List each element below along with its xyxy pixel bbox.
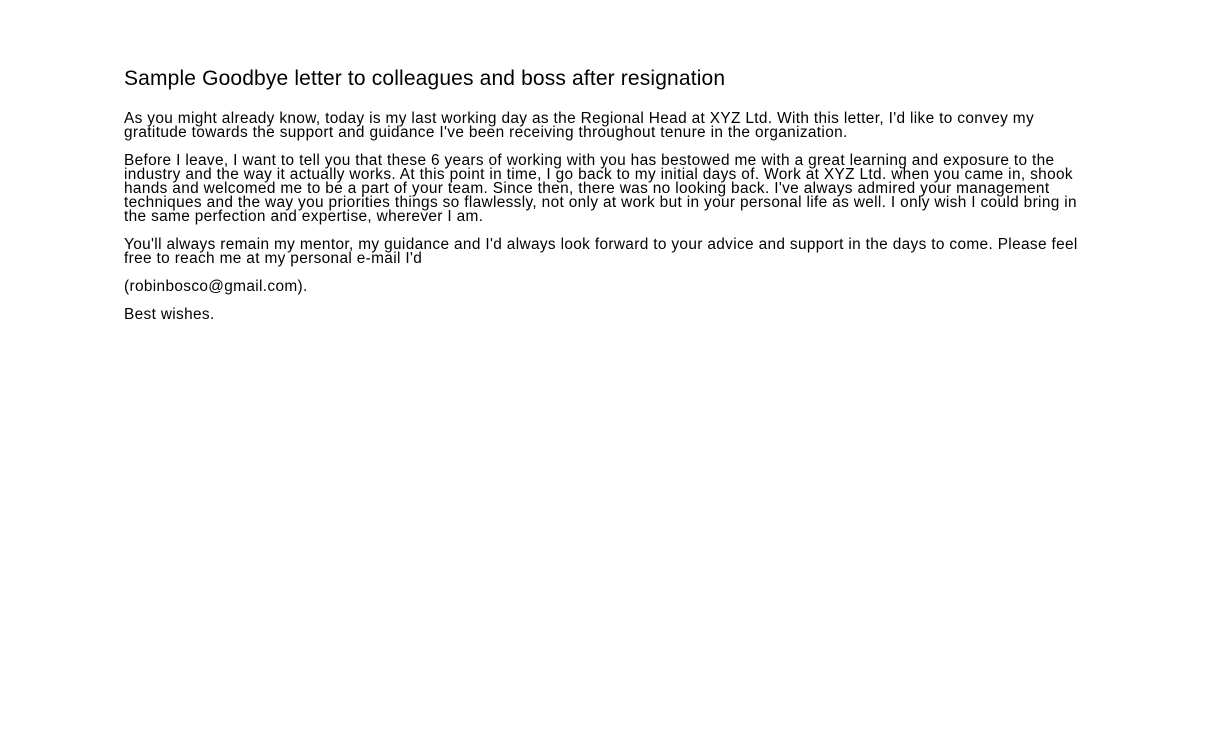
- letter-document: [124, 66, 1084, 336]
- paragraph-mentor: You'll always remain my mentor, my guidance and I'd always look forward to your advice and support in the days to come. Please feel free to reach me at my personal e-mail I'd: [124, 236, 1078, 267]
- paragraph-intro: As you might already know, today is my last working day as the Regional Head at XYZ Ltd. With this letter, I'd like to convey my gratitude towards the support and guidance I've been receiving throughout tenure in the organization.: [124, 110, 1035, 141]
- paragraph-signoff: Best wishes.: [124, 306, 215, 323]
- paragraph-reflection: Before I leave, I want to tell you that these 6 years of working with you has bestowed me with a great learning and exposure to the industry and the way it actually works. At this point in time, I go back to my initial days of. Work at XYZ Ltd. when you came in, shook hands and welcomed me to be a part of your team. Since then, there was no looking back. I've always admired your management techniques and the way you priorities things so flawlessly, not only at work but in your personal life as well. I only wish I could bring in the same perfection and expertise, wherever I am.: [124, 152, 1077, 225]
- paragraph-email: (robinbosco@gmail.com).: [124, 278, 308, 295]
- document-title: Sample Goodbye letter to colleagues and boss after resignation: [124, 67, 726, 90]
